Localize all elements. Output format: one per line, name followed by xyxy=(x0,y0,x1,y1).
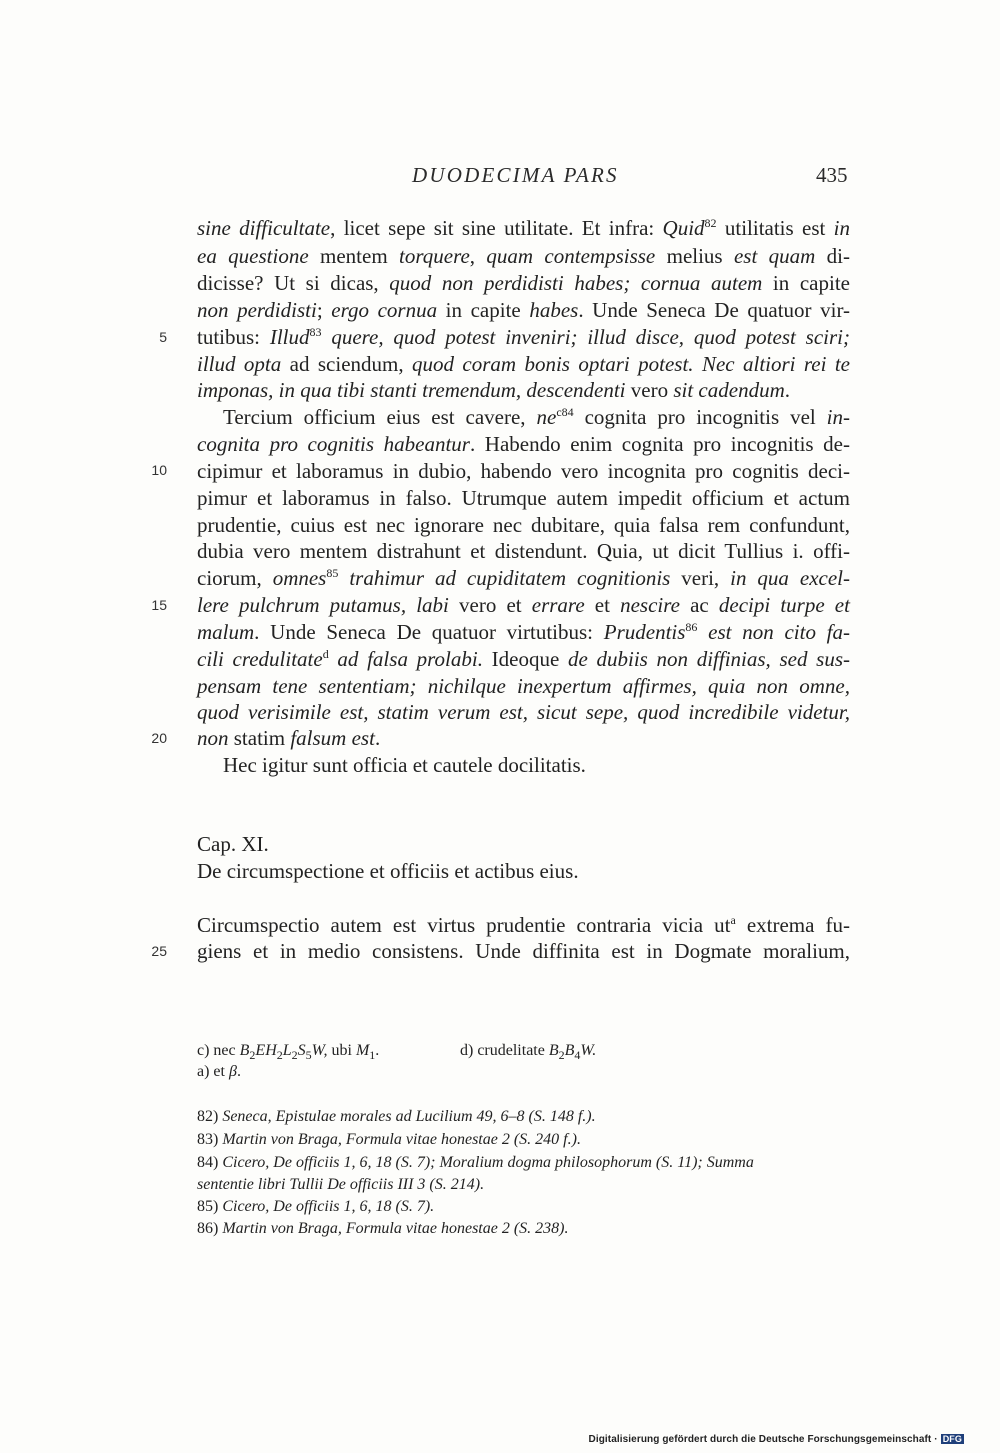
text-segment: L xyxy=(282,1042,292,1059)
digitization-credit xyxy=(589,1434,965,1445)
text-segment: vero et xyxy=(448,593,532,617)
text-segment: ac xyxy=(679,593,719,617)
text-line xyxy=(197,724,850,752)
text-segment: S xyxy=(297,1042,306,1059)
superscript: 83 xyxy=(309,325,322,339)
line-number: 10 xyxy=(151,462,167,478)
text-segment: prudentie, cuius est nec ignorare nec dubitare, quia falsa rem confundunt, xyxy=(197,513,850,537)
text-line xyxy=(197,937,850,965)
text-line xyxy=(197,751,850,779)
superscript: 85 xyxy=(326,566,339,580)
text-segment: ciorum, xyxy=(197,566,273,590)
text-segment: nescire xyxy=(620,593,680,617)
text-line xyxy=(197,269,850,297)
text-line xyxy=(197,672,850,700)
text-segment: Hec igitur sunt officia et cautele docilitatis. xyxy=(223,753,586,777)
text-segment: M xyxy=(355,1042,370,1059)
text-line xyxy=(197,323,850,351)
text-segment: 86) xyxy=(197,1220,223,1237)
text-segment: di- xyxy=(815,244,851,268)
page-number: 435 xyxy=(816,163,848,187)
text-segment: ad falsa prolabi. xyxy=(328,647,483,671)
text-line xyxy=(197,591,850,619)
text-segment: pimur et laboramus in falso. Utrumque autem impedit officium et actum xyxy=(197,486,850,510)
subscript: 2 xyxy=(558,1048,565,1063)
text-segment: veri, xyxy=(670,566,731,590)
text-segment: . Unde Seneca De quatuor vir- xyxy=(578,298,851,322)
text-line xyxy=(197,564,850,592)
text-segment: extrema fu- xyxy=(735,913,850,937)
text-segment: . xyxy=(375,1042,380,1059)
text-segment: lere pulchrum putamus, labi xyxy=(197,593,449,617)
text-segment: Tercium officium eius est cavere, xyxy=(223,405,537,429)
text-segment: De circumspectione et officiis et actibus eius. xyxy=(197,859,579,883)
text-segment: Martin von Braga, Formula vitae honestae 2 (S. 240 f.). xyxy=(222,1131,581,1148)
text-segment: quod non perdidisti habes; cornua autem xyxy=(389,271,763,295)
text-segment: ne xyxy=(536,405,557,429)
text-segment: Seneca, Epistulae morales ad Lucilium 49, 6–8 (S. 148 f.). xyxy=(222,1108,596,1125)
text-segment: trahimur ad cupiditatem cognitionis xyxy=(338,566,671,590)
text-segment: tutibus: xyxy=(197,325,270,349)
apparatus-note xyxy=(197,1041,379,1061)
text-segment: mentem xyxy=(308,244,400,268)
line-number: 15 xyxy=(151,597,167,613)
text-segment: in qua excel- xyxy=(730,566,850,590)
text-segment: cognita pro incognitis vel xyxy=(573,405,827,429)
footnote xyxy=(197,1130,581,1150)
text-segment: Circumspectio autem est virtus prudentie contraria vicia ut xyxy=(197,913,731,937)
superscript: d xyxy=(322,647,329,661)
text-line xyxy=(197,350,850,378)
text-segment: B xyxy=(548,1042,559,1059)
text-segment: statim xyxy=(228,726,291,750)
text-segment: Ideoque xyxy=(482,647,568,671)
text-segment: decipi turpe et xyxy=(718,593,850,617)
text-segment: a) et xyxy=(197,1063,229,1080)
text-line xyxy=(197,645,850,673)
text-segment: 83) xyxy=(197,1131,223,1148)
text-segment: utilitatis est xyxy=(716,216,834,240)
text-segment: de dubiis non diffinias, sed sus- xyxy=(567,647,851,671)
text-segment: B xyxy=(564,1042,575,1059)
text-segment: quod coram bonis optari potest. Nec altiori rei te xyxy=(412,352,851,376)
subscript: 2 xyxy=(291,1048,298,1063)
text-line xyxy=(197,618,850,646)
text-segment: est quam xyxy=(733,244,816,268)
text-segment: vero xyxy=(625,378,674,402)
text-segment: β xyxy=(228,1063,237,1080)
subscript: 5 xyxy=(305,1048,312,1063)
text-segment: W. xyxy=(580,1042,597,1059)
text-segment: imponas, in qua tibi stanti tremendum, descendenti xyxy=(197,378,626,402)
text-segment: . Habendo enim cognita pro incognitis de- xyxy=(469,432,850,456)
text-segment: ea questione xyxy=(197,244,309,268)
text-segment: torquere xyxy=(399,244,470,268)
text-segment: sine difficultate xyxy=(197,216,331,240)
running-header-title: DUODECIMA PARS xyxy=(412,163,619,187)
text-segment: Cap. XI. xyxy=(197,832,269,856)
text-segment: W, xyxy=(311,1042,328,1059)
text-segment: Quid xyxy=(662,216,705,240)
text-line xyxy=(197,537,850,565)
text-segment: in capite xyxy=(762,271,850,295)
superscript: 86 xyxy=(685,620,698,634)
text-segment: in capite xyxy=(437,298,530,322)
text-segment: cili credulitate xyxy=(197,647,323,671)
text-segment: pensam tene sententiam; nichilque inexpertum affirmes, quia non omne, xyxy=(197,674,850,698)
subscript: 2 xyxy=(276,1048,283,1063)
text-segment: sit cadendum xyxy=(673,378,785,402)
text-segment: quere, quod potest inveniri; illud disce, quod potest sciri; xyxy=(321,325,850,349)
text-line xyxy=(197,511,850,539)
text-segment: melius xyxy=(655,244,734,268)
superscript: c84 xyxy=(556,405,574,419)
text-segment: , xyxy=(469,244,487,268)
text-segment: Illud xyxy=(269,325,310,349)
footnote xyxy=(197,1107,596,1127)
subscript: 1 xyxy=(369,1048,376,1063)
text-line xyxy=(197,430,850,458)
text-line xyxy=(197,376,850,404)
text-line xyxy=(197,403,850,431)
text-segment: . xyxy=(236,1063,241,1080)
text-line xyxy=(197,457,850,485)
subscript: 2 xyxy=(249,1048,256,1063)
text-segment: Cicero, De officiis 1, 6, 18 (S. 7). xyxy=(222,1198,435,1215)
text-segment: . xyxy=(784,378,790,402)
text-line xyxy=(197,698,850,726)
footnote xyxy=(197,1175,484,1195)
text-segment: ubi xyxy=(327,1042,356,1059)
text-line xyxy=(197,484,850,512)
subscript: 4 xyxy=(574,1048,581,1063)
text-segment: Prudentis xyxy=(603,620,686,644)
text-segment: , licet sepe sit sine utilitate. Et infra: xyxy=(330,216,663,240)
line-number: 5 xyxy=(159,329,167,345)
text-segment: est non cito fa- xyxy=(697,620,850,644)
text-segment: . xyxy=(374,726,381,750)
footnote xyxy=(197,1219,569,1239)
text-segment: ergo cornua xyxy=(331,298,438,322)
text-segment: cognita pro cognitis habeantur xyxy=(197,432,470,456)
text-segment: sententie libri Tullii De officiis III 3 (S. 214). xyxy=(197,1176,485,1193)
text-segment: et xyxy=(584,593,621,617)
dfg-logo: DFG xyxy=(942,1434,962,1444)
apparatus-note xyxy=(197,1062,241,1082)
footnote xyxy=(197,1153,754,1173)
text-segment: in xyxy=(833,216,850,240)
line-number: 20 xyxy=(151,730,167,746)
text-segment: dicisse? Ut si dicas, xyxy=(197,271,390,295)
text-segment: 84) xyxy=(197,1154,223,1171)
text-segment: 82) xyxy=(197,1108,223,1125)
text-segment: ad sciendum, xyxy=(281,352,413,376)
text-segment: habes xyxy=(529,298,579,322)
apparatus-note xyxy=(460,1041,596,1061)
text-segment: Cicero, De officiis 1, 6, 18 (S. 7); Moralium dogma philosophorum (S. 11); Summa xyxy=(222,1154,754,1171)
text-segment: dubia vero mentem distrahunt et distendunt. Quia, ut dicit Tullius i. offi- xyxy=(197,539,850,563)
text-segment: giens et in medio consistens. Unde diffinita est in Dogmate moralium, xyxy=(197,939,850,963)
text-line xyxy=(197,911,850,939)
text-segment: quam contempsisse xyxy=(486,244,656,268)
superscript: a xyxy=(730,913,736,927)
credit-text: Digitalisierung gefördert durch die Deutsche Forschungsgemeinschaft · xyxy=(588,1434,938,1445)
text-segment: ; xyxy=(316,298,332,322)
text-line xyxy=(197,214,850,242)
text-segment: omnes xyxy=(272,566,327,590)
text-line xyxy=(197,242,850,270)
chapter-heading xyxy=(197,830,850,858)
text-segment: quod verisimile est, statim verum est, sicut sepe, quod incredibile videtur, xyxy=(197,700,850,724)
text-segment: non perdidisti xyxy=(197,298,317,322)
text-segment: falsum est xyxy=(290,726,375,750)
text-segment: c) nec xyxy=(197,1042,240,1059)
text-segment: cipimur et laboramus in dubio, habendo vero incognita pro cognitis deci- xyxy=(197,459,850,483)
text-segment: . Unde Seneca De quatuor virtutibus: xyxy=(254,620,604,644)
superscript: 82 xyxy=(704,216,717,230)
text-segment: malum xyxy=(197,620,255,644)
footnote xyxy=(197,1197,434,1217)
text-segment: B xyxy=(239,1042,250,1059)
text-segment: EH xyxy=(255,1042,277,1059)
text-segment: illud opta xyxy=(197,352,282,376)
text-segment: non xyxy=(197,726,229,750)
text-segment: errare xyxy=(531,593,585,617)
chapter-subtitle xyxy=(197,857,850,885)
text-line xyxy=(197,296,850,324)
text-segment: in- xyxy=(826,405,850,429)
text-segment: 85) xyxy=(197,1198,223,1215)
text-segment: d) crudelitate xyxy=(460,1042,549,1059)
line-number: 25 xyxy=(151,943,167,959)
text-segment: Martin von Braga, Formula vitae honestae 2 (S. 238). xyxy=(222,1220,569,1237)
